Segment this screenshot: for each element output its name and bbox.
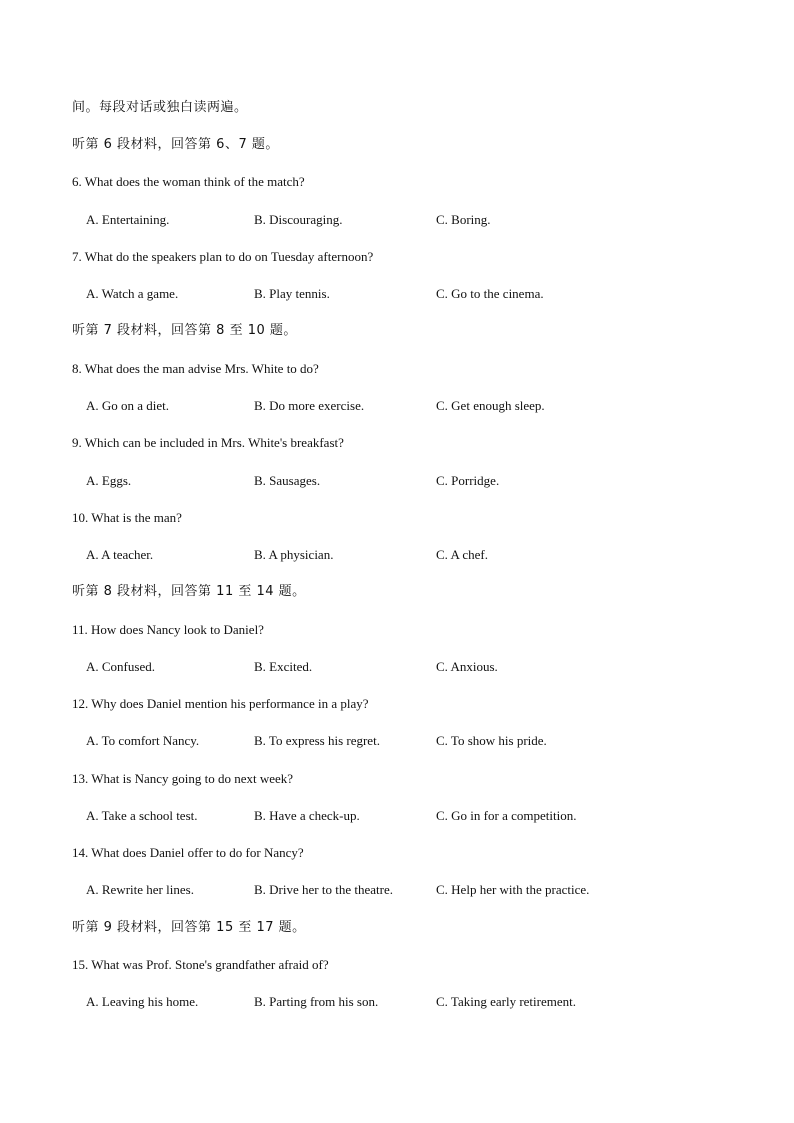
option-b: B. Do more exercise. <box>254 398 365 413</box>
question-8: 8. What does the man advise Mrs. White to do? <box>72 361 319 376</box>
option-a: A. Confused. <box>86 659 155 674</box>
option-a: A. Leaving his home. <box>86 994 199 1009</box>
options-8 <box>86 397 726 415</box>
question-15: 15. What was Prof. Stone's grandfather afraid of? <box>72 957 329 972</box>
question-9: 9. Which can be included in Mrs. White's breakfast? <box>72 435 344 450</box>
section-heading: 听第 6 段材料，回答第 6、7 题。 <box>72 137 279 152</box>
option-a: A. Entertaining. <box>86 212 170 227</box>
options-10 <box>86 546 726 564</box>
options-7 <box>86 285 726 303</box>
section-heading: 听第 9 段材料，回答第 15 至 17 题。 <box>72 920 306 935</box>
option-a: A. Rewrite her lines. <box>86 882 194 897</box>
question-12: 12. Why does Daniel mention his performance in a play? <box>72 696 369 711</box>
option-b: B. Have a check-up. <box>254 808 360 823</box>
option-c: C. Porridge. <box>436 473 500 488</box>
option-a: A. Go on a diet. <box>86 398 170 413</box>
option-b: B. Play tennis. <box>254 286 330 301</box>
option-c: C. To show his pride. <box>436 733 547 748</box>
question-6: 6. What does the woman think of the match? <box>72 174 305 189</box>
options-11 <box>86 658 726 676</box>
option-c: C. Boring. <box>436 212 491 227</box>
question-11: 11. How does Nancy look to Daniel? <box>72 622 264 637</box>
intro-text: 间。每段对话或独白读两遍。 <box>72 100 248 115</box>
option-c: C. Help her with the practice. <box>436 882 590 897</box>
option-b: B. Parting from his son. <box>254 994 379 1009</box>
option-c: C. Taking early retirement. <box>436 994 576 1009</box>
section-heading: 听第 8 段材料，回答第 11 至 14 题。 <box>72 584 306 599</box>
options-9 <box>86 472 726 490</box>
options-15 <box>86 993 726 1011</box>
section-heading: 听第 7 段材料，回答第 8 至 10 题。 <box>72 323 297 338</box>
question-14: 14. What does Daniel offer to do for Nancy? <box>72 845 304 860</box>
option-b: B. A physician. <box>254 547 334 562</box>
option-a: A. Eggs. <box>86 473 132 488</box>
option-a: A. A teacher. <box>86 547 154 562</box>
option-c: C. A chef. <box>436 547 488 562</box>
option-b: B. Discouraging. <box>254 212 343 227</box>
question-10: 10. What is the man? <box>72 510 182 525</box>
option-c: C. Get enough sleep. <box>436 398 545 413</box>
option-a: A. To comfort Nancy. <box>86 733 200 748</box>
option-b: B. Sausages. <box>254 473 321 488</box>
option-b: B. To express his regret. <box>254 733 380 748</box>
options-12 <box>86 732 726 750</box>
options-14 <box>86 881 726 899</box>
option-c: C. Anxious. <box>436 659 498 674</box>
option-a: A. Take a school test. <box>86 808 198 823</box>
options-6 <box>86 211 726 229</box>
question-7: 7. What do the speakers plan to do on Tuesday afternoon? <box>72 249 374 264</box>
options-13 <box>86 807 726 825</box>
option-a: A. Watch a game. <box>86 286 179 301</box>
question-13: 13. What is Nancy going to do next week? <box>72 771 294 786</box>
option-b: B. Drive her to the theatre. <box>254 882 393 897</box>
option-c: C. Go to the cinema. <box>436 286 544 301</box>
option-b: B. Excited. <box>254 659 313 674</box>
option-c: C. Go in for a competition. <box>436 808 577 823</box>
